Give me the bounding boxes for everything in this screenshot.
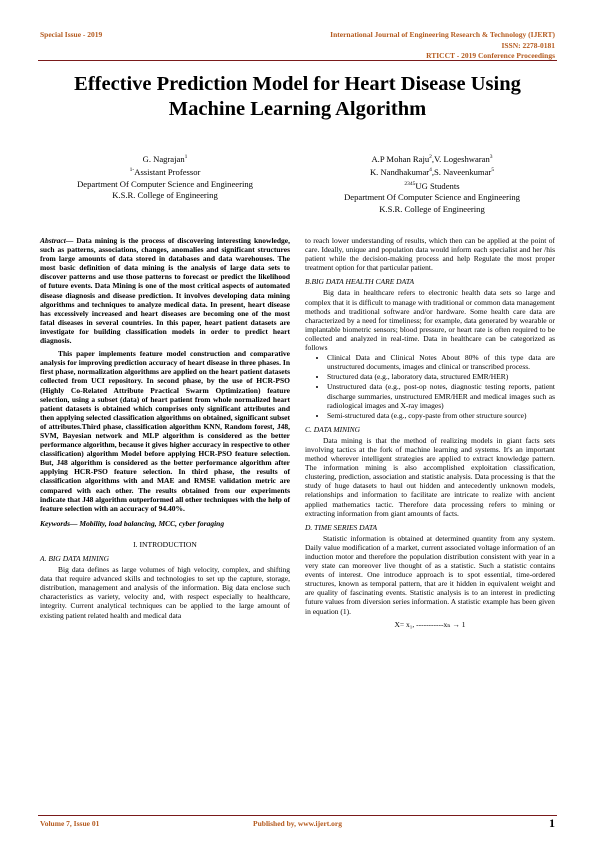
author-sup: 3 [489,154,493,160]
author-college: K.S.R. College of Engineering [379,203,485,214]
paragraph: to reach lower understanding of results, which then can be applied at the point of care. Ideally, unique and population data would inform each specialist and her /his patient while the decision-making process and help Regulate the most proper treatment option for that particular patient. [305,236,555,273]
author-name: ,S. Naveenkumar [431,167,492,178]
author-sup: 5 [491,167,495,174]
footer-rule [38,815,557,816]
role-sup: 1- [129,167,135,174]
special-issue-label: Special Issue - 2019 [40,30,103,39]
list-item: • Semi-structured data (e.g., copy-paste from other structure source) [327,411,555,420]
journal-name: International Journal of Engineering Research & Technology (IJERT) [330,30,555,39]
paragraph: Data mining is that the method of realizing models in giant facts sets involving tactics at the fork of machine learning and systems. It's an important method wherever intelligent strategies are applied to extract knowledge pattern. The information mining is also accomplished exploitation classification, clustering, prediction, association and statistic analysis. Data processing is that the study of huge datasets to haul out hidden and antecedently unknown models, relationships and information to facilitate are intricate to realize with ancient applied mathematics tactic. Therefore data processing refers to mining or extracting information from giant amounts of facts. [305,435,555,518]
abstract-text: Data mining is the process of discovering interesting knowledge, such as patterns, associations, changes, anomalies and significant structures from large amounts of data stored in databases and data warehouses. The most basic definition of data mining is the analysis of large data sets to discover patterns and use those patterns to forecast or predict the likelihood of future events. Data Mining is one of the most critical aspects of automated disease diagnosis and disease prediction. It involves developing data mining algorithms and techniques to analyze medical data. In present, heart disease has excessively increased and heart diseases are becoming one of the most fatal diseases in several countries. In this paper, heart patient datasets are investigate for building classification models in order to predict heart diagnosis. [40,236,290,346]
author-name: A.P Mohan Raju [371,153,430,164]
keywords-label: Keywords— [40,518,78,528]
paragraph: Statistic information is obtained at determined quantity from any system. Daily value modification of a market, current associated voltage information of an induction motor and therefore the population distribution consistent with year in a very state can moreover live thought of as a statistic. Such a statistic contains events of interest. One introduce approach is to spot essential, time-ordered structures, known as temporal pattern, that are it hidden in equivalent weight and are quality of fascinating events. Statistic analysis is to an interest in predicting future values from diversion series information. A statistic example has been given in equation (1). [305,533,555,616]
paper-title: Effective Prediction Model for Heart Disease Using Machine Learning Algorithm [74,73,521,120]
keywords [40,519,290,528]
subsection-heading: B.BIG DATA HEALTH CARE DATA [305,277,415,287]
volume-issue: Volume 7, Issue 01 [40,819,100,828]
author-name: ,V. Logeshwaran [431,153,490,164]
author-sup: 4 [429,167,432,174]
issn: ISSN: 2278-0181 [501,41,555,50]
author-block-left [40,152,290,202]
left-column [40,236,290,624]
page-number: 1 [549,816,555,830]
paragraph: Big data defines as large volumes of high velocity, complex, and shifting data that require advanced skills and technologies to set up the capture, storage, distribution, management and analysis of the information. Big data enclose such characteristics as variety, velocity and, with respect especially to healthcare, integrity. Current analytical techniques can be applied to the large amount of existing patient related health and medical data [40,565,290,620]
list-item: • Clinical Data and Clinical Notes About 80% of this type data are unstructured documents, images and clinical or transcribed process. [327,353,555,371]
right-column [305,236,555,629]
author-sup: 2 [429,154,432,160]
author-college: K.S.R. College of Engineering [112,190,218,201]
abstract-para2: This paper implements feature model construction and comparative analysis for improving prediction accuracy of heart disease in three phases. In first phase, normalization algorithms are applied on the heart patient datasets collected from UCI repository. In second phase, by the use of HCR-PSO (Highly Co-Related Attribute Practical Swarm Optimization) feature selection, using a subset (data) of heart patient from whole normalized heart patient datasets is obtained which comprises only significant attributes and then applying selected classification algorithms on obtained, significant subset of attributes.Third phase, classification algorithm KNN, Random forest, J48, SVM, Bayesian network and MLP algorithm is considered as the better performance algorithm, because it gives higher accuracy in respective to other classification) algorithm Model before applying HCR-PSO feature selection. But, J48 algorithm is considered as the better performance algorithm after applying HCR-PSO feature selection. In third phase, the results of classification algorithms with and MAE and RMSE validation metric are compared with each other. The results obtained from our experiments indicate that J48 algorithm outperformed all other techniques with the help of feature selection with an accuracy of 94.40%. [40,349,290,513]
author-block-right [302,152,562,215]
list-item: • Structured data (e.g., laboratory data, structured EMR/HER) [327,372,555,381]
section-heading: I. INTRODUCTION [133,539,197,549]
equation: X= x₁, -----------xₙ → 1 [394,619,466,629]
publisher-link[interactable]: Published by, www.ijert.org [253,819,342,828]
list-item: • Unstructured data (e.g., post-op notes, diagnostic testing reports, patient discharge summaries, unstructured EMR/HER and medical images such as radiological images and X-ray images) [327,382,555,409]
paragraph: Big data in healthcare refers to electronic health data sets so large and complex that it is difficult to manage with traditional or common data management methods and traditional software and/or hardware. Some health care data are characterized by a need for timeliness; for example, data generated by wearable or implantable biometric sensors; blood pressure, or heart rate is often required to be collected and analyzed in real-time. Data in healthcare can be categorized as follows [305,288,555,353]
subsection-heading: D. TIME SERIES DATA [305,522,378,532]
author-name: K. Nandhakumar [369,167,430,178]
author-sup: 1 [184,154,188,160]
bullet-list [305,353,555,420]
author-dept: Department Of Computer Science and Engineering [77,178,253,189]
abstract-label: Abstract— [40,236,74,245]
author-role: Assistant Professor [134,167,201,178]
conference-name: RTICCT - 2019 Conference Proceedings [426,51,555,60]
header-rule [38,60,557,61]
role-sup: 2345 [404,180,416,187]
author-dept: Department Of Computer Science and Engineering [344,192,520,203]
author-name: G. Nagrajan [142,153,185,164]
keywords-text: Mobility, load balancing, MCC, cyber foraging [77,518,225,528]
abstract [40,236,290,345]
author-role: UG Students [415,180,460,191]
subsection-heading: A. BIG DATA MINING [40,554,110,563]
subsection-heading: C. DATA MINING [305,424,361,434]
